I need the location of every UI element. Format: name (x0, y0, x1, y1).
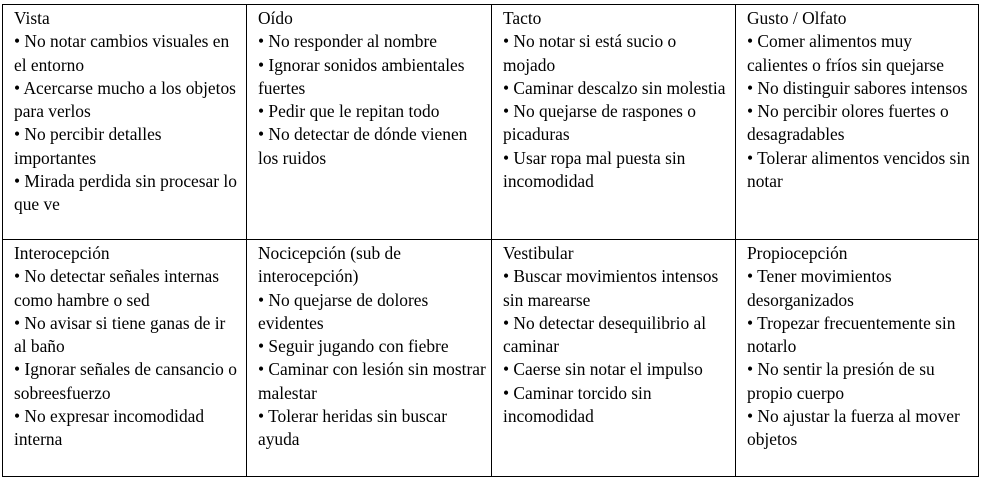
cell-vista (3, 5, 247, 240)
list-item: • No sentir la presión de su propio cuerpo (747, 359, 935, 403)
cell-heading: Oído (258, 8, 293, 28)
list-item: • Acercarse mucho a los objetos para verlos (14, 77, 236, 122)
list-item: • Buscar movimientos intensos sin marearse (503, 266, 719, 310)
list-item: • No quejarse de dolores evidentes (258, 289, 429, 333)
list-item: • Pedir que le repitan todo (258, 101, 440, 122)
table-row (3, 240, 979, 477)
list-item: • No responder al nombre (258, 31, 437, 52)
list-item: • No detectar de dónde vienen los ruidos (258, 124, 468, 168)
list-item: • Usar ropa mal puesta sin incomodidad (503, 147, 686, 192)
cell-heading: Vestibular (503, 243, 574, 263)
list-item: • Caminar descalzo sin molestia (503, 77, 726, 98)
list-item: • Comer alimentos muy calientes o fríos sin quejarse (747, 31, 945, 75)
cell-gusto-olfato (736, 5, 979, 240)
cell-vestibular (492, 240, 736, 477)
list-item: • No detectar señales internas como hambre o sed (14, 266, 220, 310)
list-item: • Tolerar alimentos vencidos sin notar (747, 147, 970, 192)
list-item: • No distinguir sabores intensos (747, 77, 968, 98)
cell-heading: Gusto / Olfato (747, 8, 847, 28)
sensory-signs-table-container (2, 4, 978, 473)
cell-heading: Tacto (503, 8, 542, 28)
list-item: • No detectar desequilibrio al caminar (503, 312, 707, 357)
cell-oido (247, 5, 492, 240)
list-item: • No expresar incomodidad interna (14, 406, 205, 450)
cell-heading: Propiocepción (747, 243, 848, 263)
cell-propiocepcion (736, 240, 979, 477)
list-item: • Ignorar señales de cansancio o sobreesfuerzo (14, 359, 237, 403)
list-item: • No percibir olores fuertes o desagradables (747, 101, 949, 145)
cell-interocepcion (3, 240, 247, 477)
list-item: • No notar si está sucio o mojado (503, 31, 677, 75)
list-item: • Ignorar sonidos ambientales fuertes (258, 54, 465, 98)
list-item: • Seguir jugando con fiebre (258, 336, 449, 357)
cell-tacto (492, 5, 736, 240)
table-row (3, 5, 979, 240)
list-item: • Caerse sin notar el impulso (503, 359, 703, 380)
list-item: • No percibir detalles importantes (14, 124, 162, 168)
list-item: • Tolerar heridas sin buscar ayuda (258, 406, 448, 450)
cell-heading: Vista (14, 8, 50, 28)
sensory-signs-table (2, 4, 979, 477)
cell-heading: Interocepción (14, 243, 110, 263)
list-item: • Mirada perdida sin procesar lo que ve (14, 171, 237, 215)
list-item: • No notar cambios visuales en el entorno (14, 31, 230, 75)
list-item: • Tropezar frecuentemente sin notarlo (747, 312, 956, 357)
list-item: • Caminar torcido sin incomodidad (503, 382, 652, 427)
list-item: • No quejarse de raspones o picaduras (503, 101, 696, 145)
list-item: • Caminar con lesión sin mostrar malestar (258, 359, 486, 403)
list-item: • No ajustar la fuerza al mover objetos (747, 406, 960, 450)
cell-heading: Nocicepción (sub de interocepción) (258, 243, 401, 287)
list-item: • No avisar si tiene ganas de ir al baño (14, 312, 226, 357)
list-item: • Tener movimientos desorganizados (747, 266, 892, 310)
cell-nocicepcion (247, 240, 492, 477)
